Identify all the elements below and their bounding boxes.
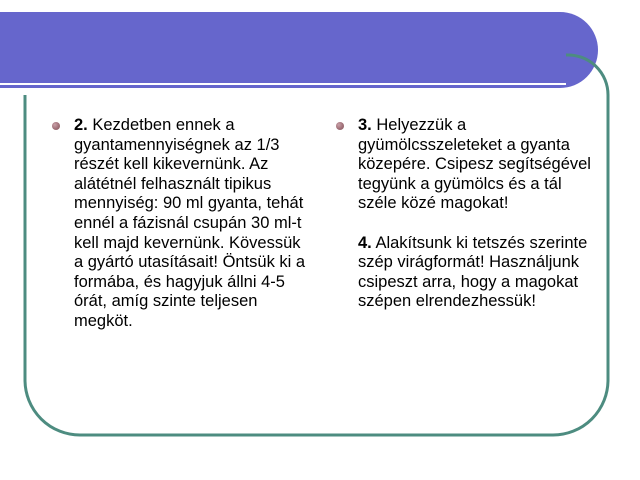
step-number: 3. <box>358 116 372 134</box>
left-column <box>52 116 314 332</box>
header-line <box>0 83 566 85</box>
step-text: Helyezzük a gyümölcsszeleteket a gyanta közepére. Csipesz segítségével tegyünk a gyümölcs és a tál széle közé magokat! <box>358 116 591 213</box>
bullet-dot-icon <box>336 122 344 130</box>
step-text: Alakítsunk ki tetszés szerinte szép virágformát! Használjunk csipeszt arra, hogy a magokat szépen elrendezhessük! <box>358 233 588 311</box>
bullet-dot-icon <box>52 122 60 130</box>
list-item <box>52 116 314 332</box>
step-number: 2. <box>74 116 88 134</box>
paragraph-gap <box>358 214 598 234</box>
step-text: Kezdetben ennek a gyantamennyiségnek az 1/3 részét kell kikevernünk. Az alátétnél felhasznált tipikus mennyiség: 90 ml gyanta, tehát ennél a fázisnál csupán 30 ml-t kell majd kevernünk. Kövessük a gyártó utasításait! Öntsük ki a formába, és hagyjuk állni 4-5 órát, amíg szinte teljesen megköt. <box>74 116 306 330</box>
right-column <box>336 116 598 312</box>
list-item <box>336 116 598 312</box>
header-band <box>0 12 598 88</box>
step-number: 4. <box>358 233 372 252</box>
